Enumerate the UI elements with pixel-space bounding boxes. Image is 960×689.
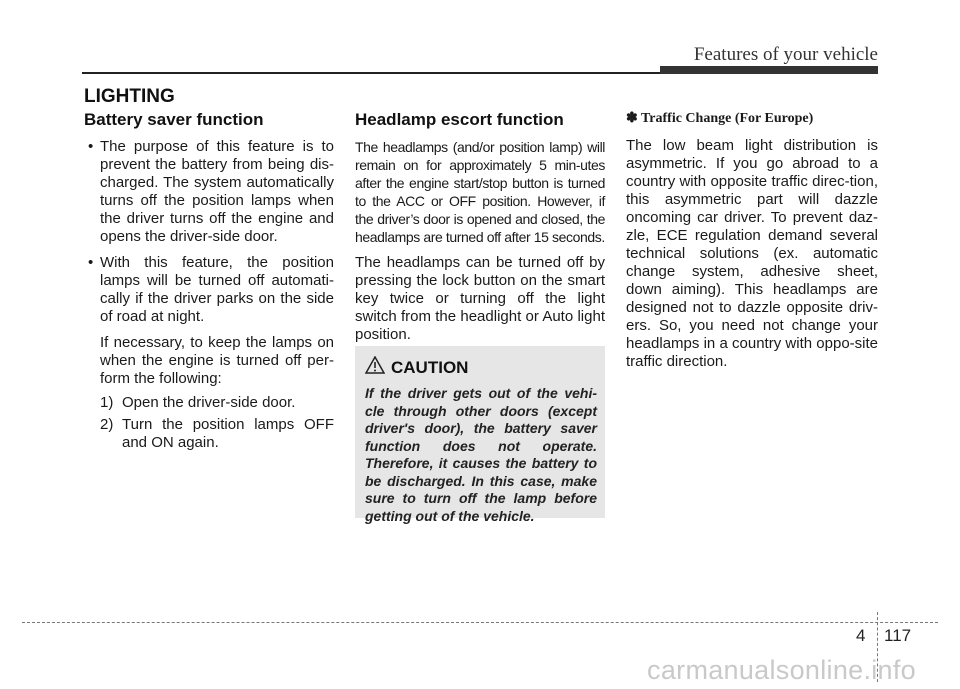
section-title: LIGHTING: [84, 86, 175, 107]
battery-saver-steps: [84, 394, 334, 452]
battery-saver-heading: Battery saver function: [84, 110, 264, 129]
battery-saver-bullets: [84, 138, 334, 326]
caution-title: CAUTION: [391, 357, 469, 377]
headlamp-escort-paragraph: The headlamps can be turned off by pressing the lock button on the smart key twice or turning off the light switch from the headlight or Auto light position.: [355, 254, 605, 343]
page-header-title: Features of your vehicle: [693, 44, 878, 65]
chapter-number: 4: [856, 626, 866, 645]
caution-header: [365, 356, 597, 379]
traffic-change-column: [626, 110, 878, 371]
caution-text: If the driver gets out of the vehi-cle through other doors (except driver's door), the battery saver function does not operate. Therefore, it causes the battery to be discharged. In this case, make sure to turn off the lamp before getting out of the vehicle.: [365, 385, 597, 524]
headlamp-escort-column: [355, 110, 605, 344]
traffic-change-text: The low beam light distribution is asymmetric. If you go abroad to a country with opposite traffic direc-tion, this asymmetric part will dazzle oncoming car driver. To prevent daz-zle, ECE regulation demand several technical solutions (ex. automatic change system, adhesive sheet, down aiming). This headlamps are designed not to dazzle opposite driv-ers. So, you need not change your headlamps in a country with oppo-site traffic direction.: [626, 137, 878, 370]
warning-triangle-icon: [365, 356, 385, 379]
step-number: 1): [100, 394, 114, 411]
list-item: [100, 416, 334, 452]
caution-box: [355, 346, 605, 524]
step-text: Turn the position lamps OFF and ON again.: [122, 416, 334, 451]
step-number: 2): [100, 416, 114, 433]
traffic-change-title-text: Traffic Change (For Europe): [640, 111, 814, 126]
headlamp-escort-heading: Headlamp escort function: [355, 110, 564, 129]
battery-saver-column: [84, 110, 334, 456]
headlamp-escort-paragraph: The headlamps (and/or position lamp) will remain on for approximately 5 min-utes after the engine start/stop button is turned to the ACC or OFF position. However, if the driver’s door is opened and closed, the headlamps are turned off after 15 seconds.: [355, 139, 605, 245]
traffic-change-title: [626, 110, 878, 127]
list-item: • The purpose of this feature is to prevent the battery from being dis-charged. The system automatically turns off the position lamps when the driver turns off the engine and opens the driver-side door.: [84, 138, 334, 246]
list-item: • With this feature, the position lamps will be turned off automati-cally if the driver parks on the side of road at night.: [84, 254, 334, 326]
asterisk-note-icon: ✽: [626, 111, 638, 126]
step-text: Open the driver-side door.: [122, 394, 296, 411]
header-rule-accent: [660, 66, 878, 74]
page-number: 117: [884, 626, 912, 645]
watermark-text: carmanualsonline.info: [647, 655, 916, 685]
battery-saver-followup: If necessary, to keep the lamps on when the engine is turned off per-form the following:: [100, 334, 334, 387]
footer-rule: [22, 622, 938, 623]
list-item: [100, 394, 334, 412]
